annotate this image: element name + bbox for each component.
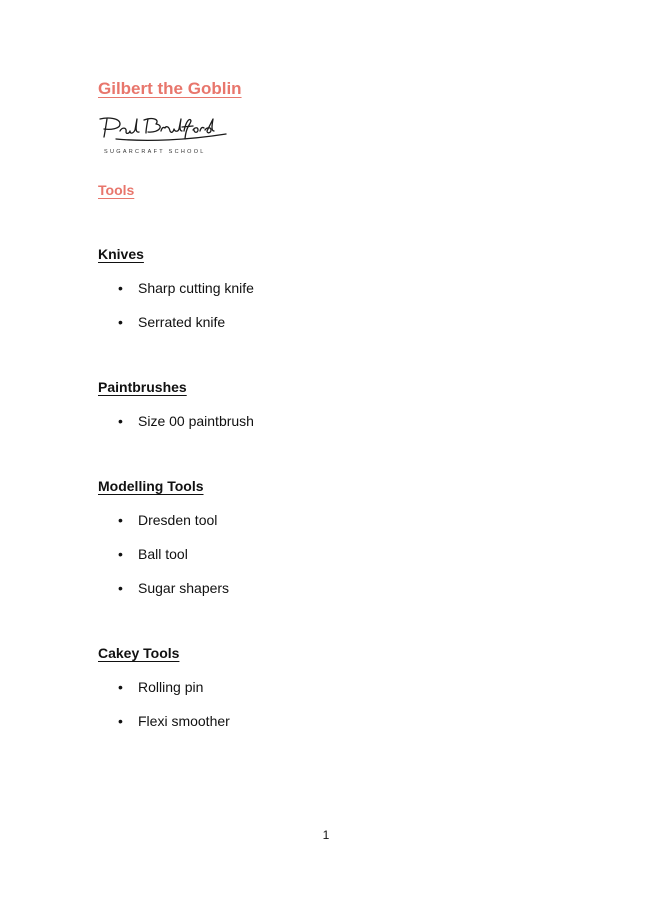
section-heading: Modelling Tools — [98, 478, 204, 494]
list-item — [98, 712, 558, 746]
list-item — [98, 279, 558, 313]
tool-list — [98, 412, 558, 446]
list-item-text: Rolling pin — [138, 679, 204, 695]
bullet-icon: • — [118, 280, 123, 296]
list-item-text: Ball tool — [138, 546, 188, 562]
list-item — [98, 412, 558, 446]
list-item — [98, 511, 558, 545]
list-item-text: Serrated knife — [138, 314, 226, 330]
tools-heading: Tools — [98, 182, 135, 198]
list-item — [98, 579, 558, 613]
sugarcraft-school-text: SUGARCRAFT SCHOOL — [104, 149, 206, 155]
list-item-text: Size 00 paintbrush — [138, 413, 254, 429]
section-heading: Paintbrushes — [98, 379, 187, 395]
list-item-text: Dresden tool — [138, 512, 218, 528]
list-item-text: Flexi smoother — [138, 713, 230, 729]
document-title: Gilbert the Goblin — [98, 79, 242, 98]
section-heading: Knives — [98, 246, 144, 262]
bullet-icon: • — [118, 679, 123, 695]
signature-logo-icon — [98, 115, 230, 145]
bullet-icon: • — [118, 546, 123, 562]
section-heading: Cakey Tools — [98, 645, 180, 661]
list-item — [98, 545, 558, 579]
bullet-icon: • — [118, 512, 123, 528]
section-paintbrushes — [98, 378, 558, 446]
list-item-text: Sugar shapers — [138, 580, 230, 596]
bullet-icon: • — [118, 713, 123, 729]
section-knives — [98, 245, 558, 347]
tool-list — [98, 678, 558, 746]
section-cakey-tools — [98, 644, 558, 746]
bullet-icon: • — [118, 314, 123, 330]
tool-list — [98, 279, 558, 347]
bullet-icon: • — [118, 580, 123, 596]
bullet-icon: • — [118, 413, 123, 429]
section-modelling-tools — [98, 477, 558, 613]
page-number: 1 — [322, 828, 330, 842]
tool-list — [98, 511, 558, 613]
list-item-text: Sharp cutting knife — [138, 280, 254, 296]
paul-bradford-logo — [98, 115, 230, 159]
list-item — [98, 313, 558, 347]
list-item — [98, 678, 558, 712]
